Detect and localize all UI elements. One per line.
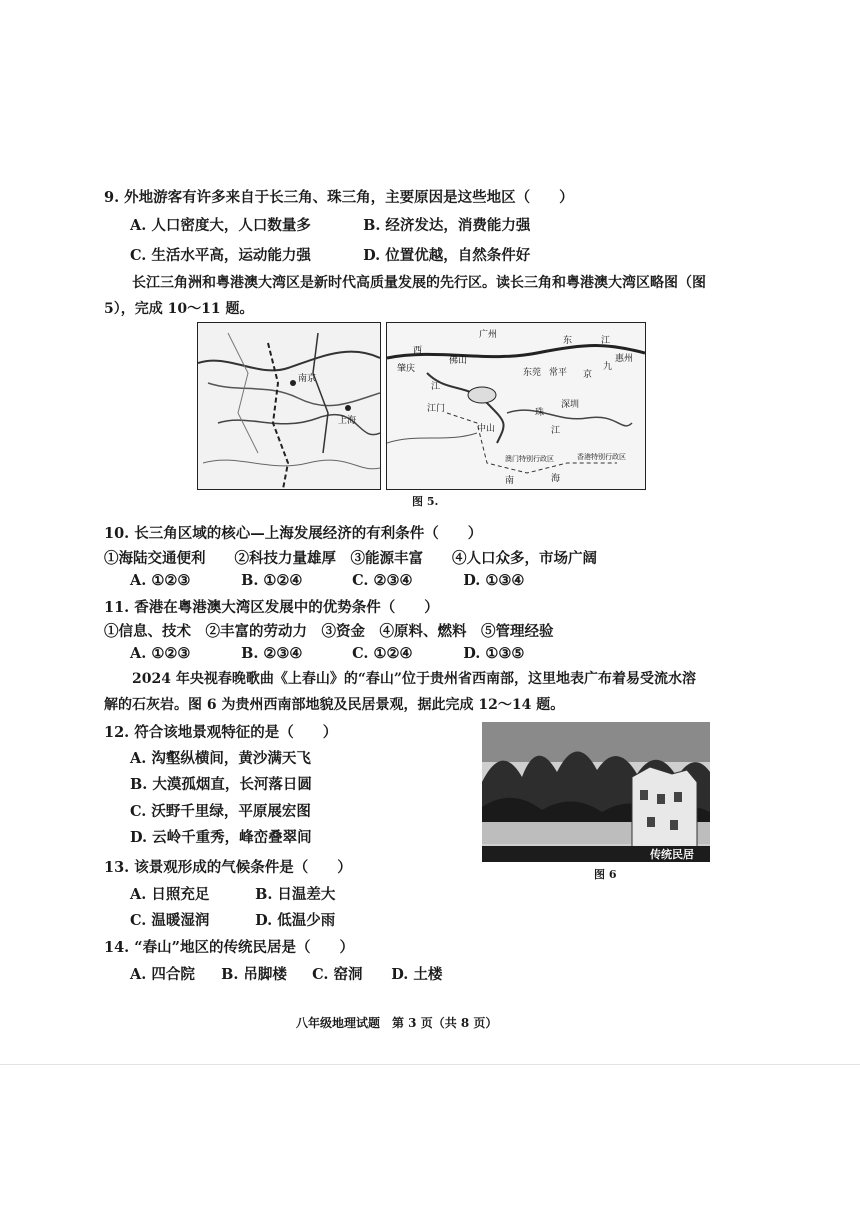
q10-option-c: C. ②③④ [352,572,413,589]
q12-option-b: B. 大漠孤烟直，长河落日圆 [130,776,312,793]
greater-bay-map-graphic [387,323,645,489]
passage1-line2: 5），完成 10～11 题。 [104,301,254,317]
q9-option-c: C. 生活水平高，运动能力强 [130,247,311,264]
q10-stem: 10. 长三角区域的核心—上海发展经济的有利条件（ ） [104,525,483,542]
q11-option-b: B. ②③④ [241,645,303,662]
q10-option-d: D. ①③④ [463,572,525,589]
map-label: 佛山 [449,356,468,366]
fig5-yangtze-delta-map [197,322,381,490]
map-label: 广州 [479,330,498,340]
q11-option-a: A. ①②③ [130,645,191,662]
map-label: 惠州 [615,354,634,364]
q9-option-d: D. 位置优越，自然条件好 [363,247,531,264]
q11-option-c: C. ①②④ [352,645,413,662]
q9-stem: 9. 外地游客有许多来自于长三角、珠三角，主要原因是这些地区（ ） [104,189,574,206]
map-label: 南京 [298,374,317,384]
passage1-line1: 长江三角洲和粤港澳大湾区是新时代高质量发展的先行区。读长三角和粤港澳大湾区略图（图 [132,275,706,291]
map-label: 海 [551,474,561,484]
fig5-greater-bay-map [386,322,646,490]
q14-option-d: D. 土楼 [391,966,443,983]
q12-stem: 12. 符合该地景观特征的是（ ） [104,724,338,741]
map-label: 东 [563,336,573,346]
map-label: 常平 [549,368,568,378]
q11-options [130,645,524,662]
q11-stem: 11. 香港在粤港澳大湾区发展中的优势条件（ ） [104,599,439,616]
map-label: 珠 [535,408,545,418]
q12-option-a: A. 沟壑纵横间，黄沙满天飞 [130,750,311,767]
q9-option-b: B. 经济发达，消费能力强 [363,217,531,234]
q12-option-d: D. 云岭千重秀，峰峦叠翠间 [130,829,312,846]
q9-options-row1 [130,214,530,235]
fig6-karst-photo [482,722,710,862]
passage2-line1: 2024 年央视春晚歌曲《上春山》的“春山”位于贵州省西南部，这里地表广布着易受流水溶 [132,671,696,687]
q13-option-b: B. 日温差大 [255,886,336,903]
q14-stem: 14. “春山”地区的传统民居是（ ） [104,939,354,956]
q10-options [130,572,524,589]
q14-option-c: C. 窑洞 [312,966,363,983]
page-footer: 八年级地理试题 第 3 页（共 8 页） [296,1016,498,1030]
q13-option-d: D. 低温少雨 [255,912,336,929]
fig6-caption: 图 6 [594,868,617,881]
map-label: 九 [603,362,613,372]
map-label: 江 [431,382,441,392]
fig5-caption: 图 5. [412,495,439,508]
q13-option-c: C. 温暖湿润 [130,912,210,929]
q9-option-a: A. 人口密度大，人口数量多 [130,217,311,234]
map-label: 西 [413,346,423,356]
q13-stem: 13. 该景观形成的气候条件是（ ） [104,859,352,876]
passage2-line2: 解的石灰岩。图 6 为贵州西南部地貌及民居景观，据此完成 12～14 题。 [104,697,565,713]
map-label: 深圳 [561,400,580,410]
q10-conditions: ①海陆交通便利 ②科技力量雄厚 ③能源丰富 ④人口众多，市场广阔 [104,550,597,567]
map-label: 南 [505,476,515,486]
q14-option-b: B. 吊脚楼 [221,966,287,983]
q9-options-row2 [130,244,530,265]
map-label: 中山 [477,424,496,434]
q13-options-row1 [130,883,335,904]
q12-option-c: C. 沃野千里绿，平原展宏图 [130,803,311,820]
map-label: 江门 [427,404,446,414]
q13-option-a: A. 日照充足 [130,886,210,903]
q10-option-a: A. ①②③ [130,572,191,589]
q14-option-a: A. 四合院 [130,966,195,983]
q11-conditions: ①信息、技术 ②丰富的劳动力 ③资金 ④原料、燃料 ⑤管理经验 [104,623,554,640]
map-label: 江 [551,426,561,436]
map-label: 肇庆 [397,364,416,374]
q11-option-d: D. ①③⑤ [463,645,525,662]
karst-landscape-graphic [482,722,710,862]
q13-options-row2 [130,909,335,930]
map-label: 上海 [338,416,357,426]
map-label: 江 [601,336,611,346]
map-label: 东莞 [523,368,542,378]
q14-options [130,963,442,984]
map-label: 澳门特别行政区 [505,455,554,463]
scan-divider [0,1064,860,1065]
yangtze-delta-map-graphic [198,323,380,489]
map-label: 香港特别行政区 [577,453,626,461]
q10-option-b: B. ①②④ [241,572,303,589]
map-label: 京 [583,370,593,380]
fig6-label: 传统民居 [650,848,694,861]
